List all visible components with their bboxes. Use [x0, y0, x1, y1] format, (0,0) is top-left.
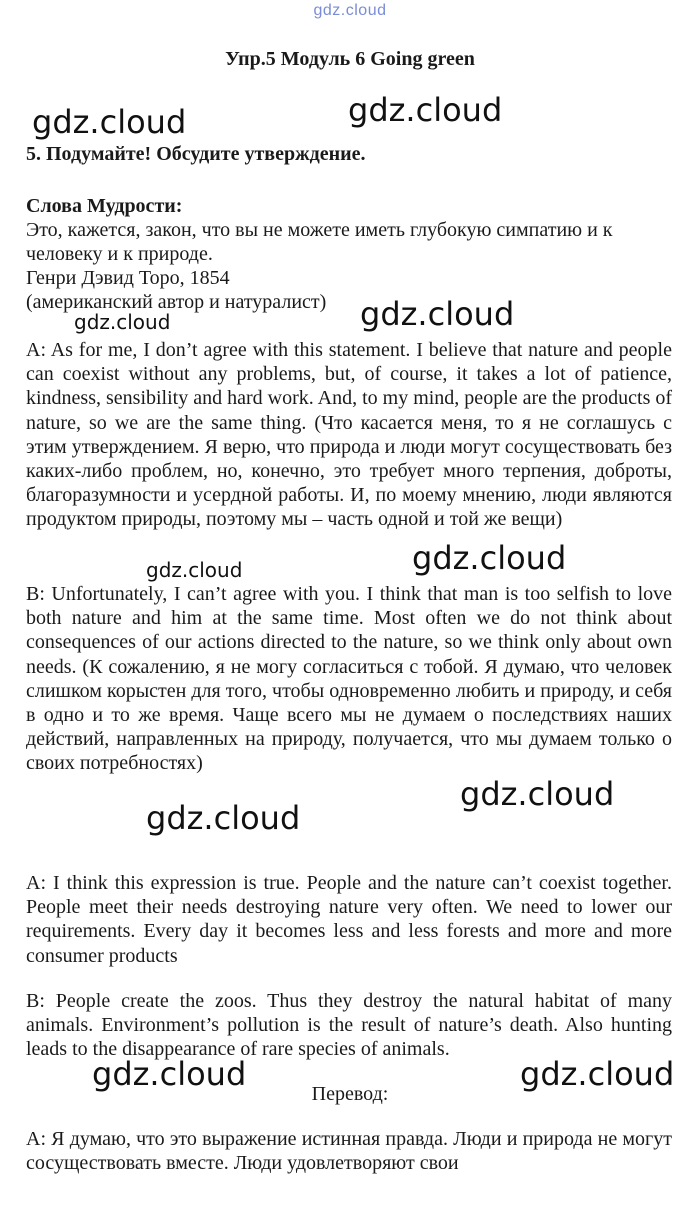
watermark-logo: gdz.cloud [146, 799, 301, 837]
watermark-logo: gdz.cloud [74, 310, 171, 334]
site-link[interactable]: gdz.cloud [313, 2, 387, 19]
watermark-logo: gdz.cloud [520, 1055, 675, 1093]
dialog-paragraph-3: A: I think this expression is true. People and the nature can’t coexist together. People meet their needs destroying nature very often. We need to lower our requirements. Every day it becomes less and less forests and more and more consumer products [26, 872, 672, 967]
watermark-logo: gdz.cloud [32, 103, 187, 141]
watermark-logo: gdz.cloud [92, 1055, 247, 1093]
watermark-logo: gdz.cloud [412, 539, 567, 577]
watermark-logo: gdz.cloud [146, 558, 243, 582]
dialog-paragraph-2: B: Unfortunately, I can’t agree with you. I think that man is too selfish to love both nature and him at the same time. Most often we do not think about consequences of our actions directed to the nature, so we think only about own needs. (К сожалению, я не могу согласиться с тобой. Я думаю, что человек слишком корыстен для того, чтобы одновременно любить и природу, и себя в одно и то же время. Чаще всего мы не думаем о последствиях наших действий, направленных на природу, получается, что мы думаем только о своих потребностях) [26, 583, 672, 775]
page-title: Упр.5 Модуль 6 Going green [225, 48, 475, 70]
watermark-logo: gdz.cloud [348, 91, 503, 129]
dialog-paragraph-4: B: People create the zoos. Thus they destroy the natural habitat of many animals. Environment’s pollution is the result of nature’s death. Also hunting leads to the disappearance of rare species of animals. [26, 990, 672, 1061]
translation-paragraph: A: Я думаю, что это выражение истинная правда. Люди и природа не могут сосуществовать вместе. Люди удовлетворяют свои [26, 1128, 672, 1175]
quote-heading: Слова Мудрости: [26, 195, 183, 217]
translation-heading: Перевод: [311, 1083, 389, 1105]
quote-author: Генри Дэвид Торо, 1854 [26, 267, 230, 289]
quote-text: Это, кажется, закон, что вы не можете иметь глубокую симпатию и к человеку и к природе. [26, 219, 613, 266]
task-heading: 5. Подумайте! Обсудите утверждение. [26, 143, 366, 165]
dialog-paragraph-1: A: As for me, I don’t agree with this statement. I believe that nature and people can coexist without any problems, but, of course, it takes a lot of patience, kindness, sensibility and hard work. And, to my mind, people are the products of nature, so we are the same thing. (Что касается меня, то я не соглашусь с этим утверждением. Я верю, что природа и люди могут сосуществовать без каких-либо проблем, но, конечно, это требует много терпения, доброты, благоразумности и усердной работы. И, по моему мнению, люди являются продуктом природы, поэтому мы – часть одной и той же вещи) [26, 339, 673, 531]
watermark-logo: gdz.cloud [460, 775, 615, 813]
watermark-logo: gdz.cloud [360, 295, 515, 333]
quote-author-description: (американский автор и натуралист) [26, 291, 327, 313]
